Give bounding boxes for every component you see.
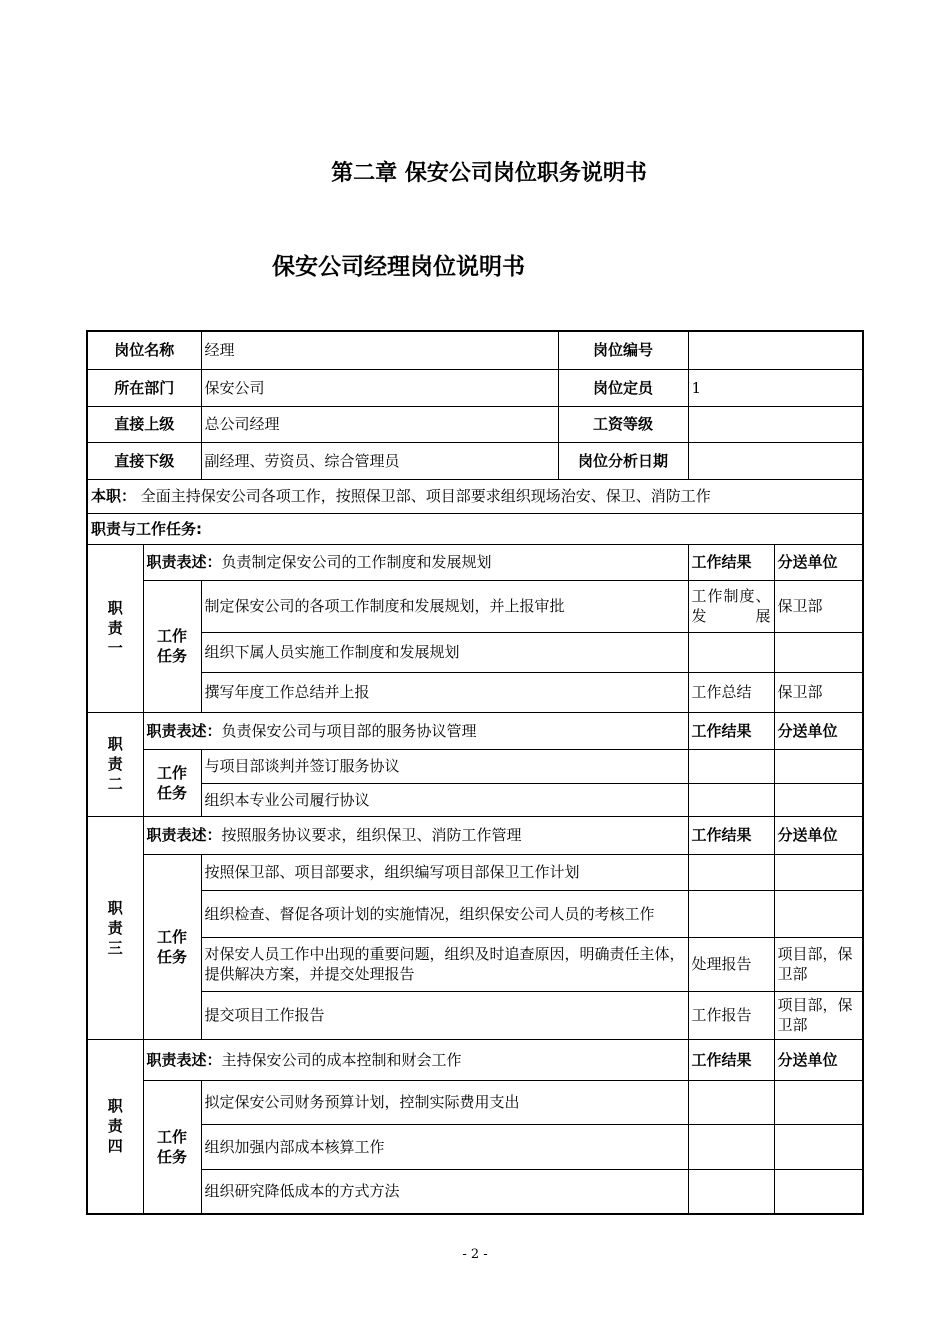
duty-2-task-2-result bbox=[688, 783, 774, 816]
duty-3-task-2-dest bbox=[774, 890, 863, 937]
duty-3-task-4-text: 提交项目工作报告 bbox=[201, 991, 688, 1039]
duty-3-task-1-result bbox=[688, 854, 774, 890]
duty-2-task-1-dest bbox=[774, 749, 863, 783]
duty-1-desc-row bbox=[87, 544, 863, 580]
duty-4-label: 职 责 四 bbox=[87, 1039, 143, 1214]
duty-2-task-2-dest bbox=[774, 783, 863, 816]
dept-label: 所在部门 bbox=[87, 369, 201, 406]
duty-2-label: 职 责 二 bbox=[87, 712, 143, 816]
row-position-name bbox=[87, 331, 863, 369]
duty-2-task-1-text: 与项目部谈判并签订服务协议 bbox=[201, 749, 688, 783]
summary-cell bbox=[87, 479, 863, 513]
duty-2-desc-row bbox=[87, 712, 863, 749]
row-subordinate bbox=[87, 442, 863, 479]
duty-3-task-2-text: 组织检查、督促各项计划的实施情况，组织保安公司人员的考核工作 bbox=[201, 890, 688, 937]
duty-2-task-1 bbox=[87, 749, 863, 783]
page-number: - 2 - bbox=[462, 1247, 488, 1262]
duty-2-task-label: 工作 任务 bbox=[143, 749, 201, 816]
superior-label: 直接上级 bbox=[87, 406, 201, 442]
analysis-date-label: 岗位分析日期 bbox=[558, 442, 688, 479]
duty-1-label: 职 责 一 bbox=[87, 544, 143, 712]
duties-header: 职责与工作任务: bbox=[87, 513, 863, 544]
duty-3-task-2-result bbox=[688, 890, 774, 937]
analysis-date-value bbox=[688, 442, 863, 479]
duty-1-task-2-result bbox=[688, 632, 774, 672]
row-summary bbox=[87, 479, 863, 513]
duty-2-result-header: 工作结果 bbox=[688, 712, 774, 749]
duty-1-task-2-dest bbox=[774, 632, 863, 672]
salary-value bbox=[688, 406, 863, 442]
duty-3-task-label: 工作 任务 bbox=[143, 854, 201, 1039]
row-duties-header bbox=[87, 513, 863, 544]
duty-2-task-1-result bbox=[688, 749, 774, 783]
duty-3-task-3 bbox=[87, 937, 863, 991]
duty-4-task-3 bbox=[87, 1169, 863, 1214]
duty-4-dest-header: 分送单位 bbox=[774, 1039, 863, 1080]
summary-label: 本职： bbox=[91, 487, 137, 505]
duty-4-task-2-text: 组织加强内部成本核算工作 bbox=[201, 1124, 688, 1169]
duty-3-task-3-result: 处理报告 bbox=[688, 937, 774, 991]
duty-1-desc: 职责表述：负责制定保安公司的工作制度和发展规划 bbox=[143, 544, 688, 580]
duty-3-desc-row bbox=[87, 816, 863, 854]
duty-1-task-1-dest: 保卫部 bbox=[774, 580, 863, 632]
duty-3-task-4-dest: 项目部，保卫部 bbox=[774, 991, 863, 1039]
superior-value: 总公司经理 bbox=[201, 406, 558, 442]
duty-1-task-2 bbox=[87, 632, 863, 672]
position-name-value: 经理 bbox=[201, 331, 558, 369]
duty-1-task-3 bbox=[87, 672, 863, 712]
duty-4-task-1-result bbox=[688, 1080, 774, 1124]
duty-1-task-3-result: 工作总结 bbox=[688, 672, 774, 712]
duty-3-task-4-result: 工作报告 bbox=[688, 991, 774, 1039]
duty-1-result-header: 工作结果 bbox=[688, 544, 774, 580]
duty-1-task-3-dest: 保卫部 bbox=[774, 672, 863, 712]
duty-1-task-1-result: 工作制度、发展 bbox=[688, 580, 774, 632]
duty-4-desc: 职责表述：主持保安公司的成本控制和财会工作 bbox=[143, 1039, 688, 1080]
duty-3-task-1 bbox=[87, 854, 863, 890]
duty-2-dest-header: 分送单位 bbox=[774, 712, 863, 749]
duty-2-task-2 bbox=[87, 783, 863, 816]
position-no-value bbox=[688, 331, 863, 369]
duty-3-result-header: 工作结果 bbox=[688, 816, 774, 854]
duty-4-task-2 bbox=[87, 1124, 863, 1169]
duty-3-task-1-text: 按照保卫部、项目部要求，组织编写项目部保卫工作计划 bbox=[201, 854, 688, 890]
duty-4-result-header: 工作结果 bbox=[688, 1039, 774, 1080]
duty-1-task-label: 工作 任务 bbox=[143, 580, 201, 712]
duty-1-task-1 bbox=[87, 580, 863, 632]
duty-3-task-4 bbox=[87, 991, 863, 1039]
duty-4-task-label: 工作 任务 bbox=[143, 1080, 201, 1214]
duty-1-task-1-text: 制定保安公司的各项工作制度和发展规划，并上报审批 bbox=[201, 580, 688, 632]
duty-4-task-3-dest bbox=[774, 1169, 863, 1214]
duty-3-label: 职 责 三 bbox=[87, 816, 143, 1039]
headcount-value: 1 bbox=[688, 369, 863, 406]
duty-1-task-2-text: 组织下属人员实施工作制度和发展规划 bbox=[201, 632, 688, 672]
document-title: 保安公司经理岗位说明书 bbox=[272, 254, 525, 280]
duty-1-dest-header: 分送单位 bbox=[774, 544, 863, 580]
job-description-table bbox=[86, 330, 864, 1215]
position-name-label: 岗位名称 bbox=[87, 331, 201, 369]
position-no-label: 岗位编号 bbox=[558, 331, 688, 369]
duty-4-task-1-text: 拟定保安公司财务预算计划，控制实际费用支出 bbox=[201, 1080, 688, 1124]
duty-4-task-2-result bbox=[688, 1124, 774, 1169]
duty-2-desc: 职责表述：负责保安公司与项目部的服务协议管理 bbox=[143, 712, 688, 749]
summary-text: 全面主持保安公司各项工作，按照保卫部、项目部要求组织现场治安、保卫、消防工作 bbox=[140, 487, 711, 505]
duty-4-task-1 bbox=[87, 1080, 863, 1124]
row-dept bbox=[87, 369, 863, 406]
duty-3-dest-header: 分送单位 bbox=[774, 816, 863, 854]
row-superior bbox=[87, 406, 863, 442]
dept-value: 保安公司 bbox=[201, 369, 558, 406]
duty-4-task-3-result bbox=[688, 1169, 774, 1214]
salary-label: 工资等级 bbox=[558, 406, 688, 442]
subordinate-label: 直接下级 bbox=[87, 442, 201, 479]
duty-3-task-2 bbox=[87, 890, 863, 937]
duty-3-task-3-text: 对保安人员工作中出现的重要问题，组织及时追查原因，明确责任主体，提供解决方案，并提交处理报告 bbox=[201, 937, 688, 991]
duty-4-task-2-dest bbox=[774, 1124, 863, 1169]
duty-3-task-1-dest bbox=[774, 854, 863, 890]
headcount-label: 岗位定员 bbox=[558, 369, 688, 406]
duty-1-task-3-text: 撰写年度工作总结并上报 bbox=[201, 672, 688, 712]
duty-4-task-1-dest bbox=[774, 1080, 863, 1124]
duty-4-desc-row bbox=[87, 1039, 863, 1080]
duty-2-task-2-text: 组织本专业公司履行协议 bbox=[201, 783, 688, 816]
duty-3-task-3-dest: 项目部，保卫部 bbox=[774, 937, 863, 991]
chapter-title: 第二章 保安公司岗位职务说明书 bbox=[331, 161, 647, 186]
subordinate-value: 副经理、劳资员、综合管理员 bbox=[201, 442, 558, 479]
duty-3-desc: 职责表述：按照服务协议要求，组织保卫、消防工作管理 bbox=[143, 816, 688, 854]
duty-4-task-3-text: 组织研究降低成本的方式方法 bbox=[201, 1169, 688, 1214]
